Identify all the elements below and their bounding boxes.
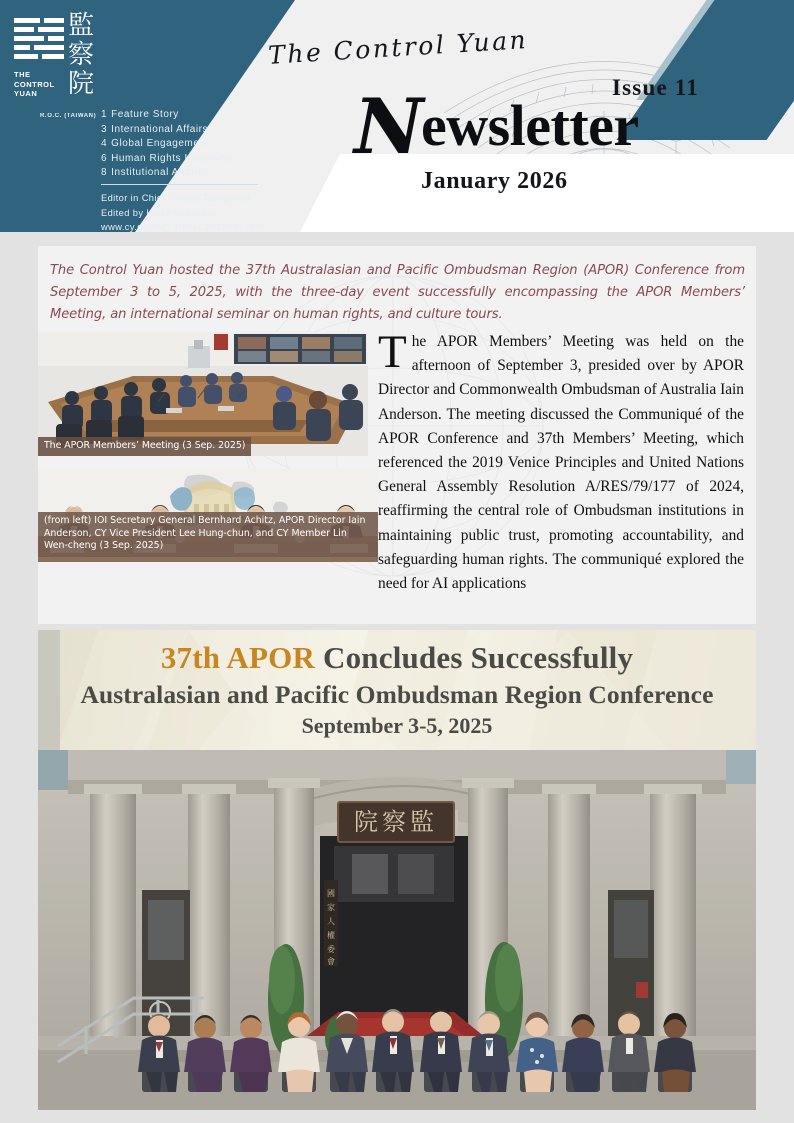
lead-article-card xyxy=(38,246,756,624)
toc-label: International Affairs xyxy=(111,123,209,135)
website-and-gpn: www.cy.gov.tw I GPN : 2010901249 xyxy=(101,222,261,232)
issue-date: January 2026 xyxy=(421,168,568,194)
toc-item-institutional-affairs[interactable] xyxy=(101,166,261,181)
toc-page-number: 3 xyxy=(101,123,108,135)
masthead-initial-n: N xyxy=(354,82,423,171)
table-of-contents xyxy=(101,108,261,232)
toc-item-feature-story[interactable] xyxy=(101,108,261,123)
feature-headline xyxy=(38,638,756,678)
editor-in-chief: Editor in Chief : Wang Tseng-hwa xyxy=(101,192,252,203)
intro-paragraph: The Control Yuan hosted the 37th Australasian and Pacific Ombudsman Region (APOR) Conference from September 3 to 5, 2025, with the three-day event successfully encompassing the APOR Members’ Meeting, an international seminar on human rights, and culture tours. xyxy=(50,263,745,322)
toc-item-global-engagement[interactable] xyxy=(101,137,261,152)
toc-item-human-rights-initiatives[interactable] xyxy=(101,152,261,167)
feature-story-block xyxy=(38,630,756,1110)
feature-banner xyxy=(38,630,756,750)
feature-subheadline: Australasian and Pacific Ombudsman Region Conference xyxy=(80,680,714,709)
feature-dates: September 3-5, 2025 xyxy=(301,713,493,738)
article-body-text: he APOR Members’ Meeting was held on the afternoon of September 3, presided over by APOR Director and Commonwealth Ombudsman of Australia Iain Anderson. The meeting discussed the Communiqué of the APOR Conference and 37th Members’ Meeting, which referenced the 2019 Venice Principles and United Nations General Assembly Resolution A/RES/79/177 of 2024, reaffirming the central role of Ombudsman institutions in maintaining public trust, promoting accountability, and safeguarding human rights. The communiqué explored the need for AI applications xyxy=(378,333,744,593)
svg-text:家: 家 xyxy=(327,903,335,912)
logo-caption-line-3: YUAN xyxy=(14,89,38,98)
toc-item-international-affairs[interactable] xyxy=(101,123,261,138)
photo-caption-2: (from left) IOI Secretary General Bernhard Achitz, APOR Director Iain Anderson, CY Vice President Lee Hung-chun, and CY Member Lin Wen-cheng (3 Sep. 2025) xyxy=(38,512,378,557)
svg-text:院察監: 院察監 xyxy=(354,808,438,836)
control-yuan-building-group-photo xyxy=(38,750,756,1110)
newsletter-header xyxy=(0,0,794,232)
header-white-band xyxy=(300,154,794,232)
photo-group-delegates xyxy=(38,750,756,1110)
svg-text:會: 會 xyxy=(327,957,335,966)
toc-label: Feature Story xyxy=(111,109,179,120)
toc-page-number: 6 xyxy=(101,152,108,164)
article-dropcap: T xyxy=(378,326,407,378)
logo-caption-line-2: CONTROL xyxy=(14,79,55,89)
toc-page-number: 1 xyxy=(101,109,108,120)
masthead-script-title: The Control Yuan xyxy=(267,25,529,70)
toc-page-number: 8 xyxy=(101,167,108,179)
page-body xyxy=(0,232,794,1123)
svg-text:權: 權 xyxy=(327,931,335,940)
toc-label: Global Engagement xyxy=(111,138,209,150)
edited-by: Edited by Hsu Pei-hsuan xyxy=(101,207,213,218)
toc-page-number: 4 xyxy=(101,138,108,150)
feature-headline-rest: Concludes Successfully xyxy=(323,640,634,675)
article-body xyxy=(378,326,744,596)
logo-mark-icon xyxy=(14,18,64,64)
logo-caption-line-1: THE xyxy=(14,70,31,79)
toc-divider xyxy=(101,184,258,185)
photo-apor-members-meeting xyxy=(38,332,368,456)
logo-roc-label: R.O.C. (TAIWAN) xyxy=(40,112,97,119)
logo-chinese-name: 監 察 院 xyxy=(68,11,95,99)
photo-caption-1: The APOR Members’ Meeting (3 Sep. 2025) xyxy=(38,437,251,456)
banner-text-block xyxy=(38,630,756,750)
feature-headline-accent: 37th APOR xyxy=(160,640,316,675)
issue-number: Issue 11 xyxy=(612,75,699,100)
svg-text:人: 人 xyxy=(327,917,335,926)
svg-text:國: 國 xyxy=(327,889,335,898)
masthead-title-rest: ewsletter xyxy=(420,93,639,158)
svg-text:委: 委 xyxy=(327,945,335,954)
toc-label: Institutional Affairs xyxy=(111,167,204,179)
toc-label: Human Rights Initiatives xyxy=(111,152,233,164)
